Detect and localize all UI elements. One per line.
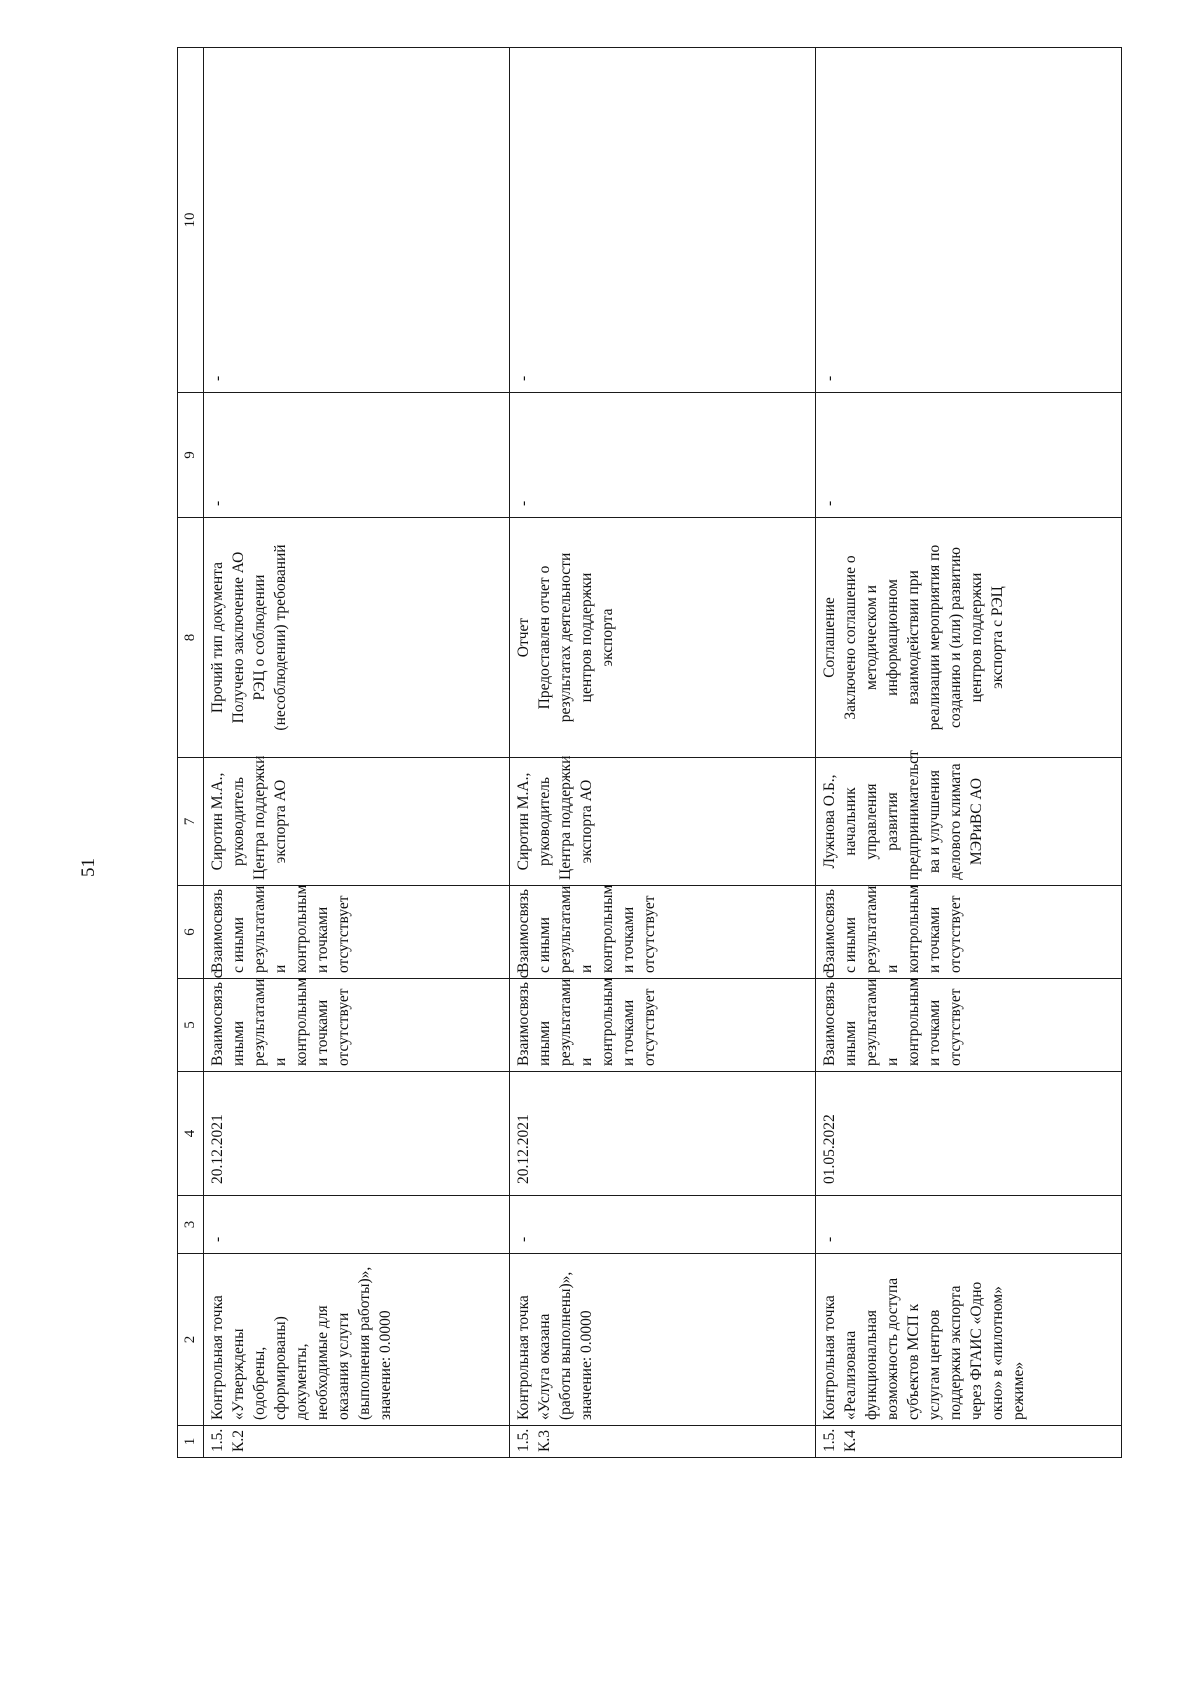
cell-line: результатами: [251, 978, 268, 1066]
cell-value: -: [209, 375, 226, 381]
cell-line: и точками: [926, 999, 943, 1066]
cell-line: Сиротин М.А.,: [515, 772, 532, 871]
cell-line: Контрольная точка: [209, 1295, 226, 1420]
cell-line: «Услуга оказана: [536, 1313, 553, 1420]
column-header-7: 7: [178, 758, 204, 886]
cell-line: отсутствует: [947, 895, 964, 973]
column-header-3: 3: [178, 1196, 204, 1254]
rotated-table-frame: [177, 48, 1122, 1458]
cell-line: экспорта АО: [578, 779, 595, 864]
cell-col-7: [204, 755, 510, 886]
cell-value: -: [821, 1236, 838, 1242]
cell-col-10: [510, 48, 816, 393]
cell-line: и: [272, 964, 289, 973]
cell-line: результатами: [557, 978, 574, 1066]
cell-line: центров поддержки: [578, 572, 595, 703]
cell-line: (работы выполнены)»,: [557, 1271, 574, 1420]
cell-col-8: [816, 518, 1122, 758]
cell-line: (несоблюдении) требований: [272, 544, 289, 731]
cell-col-6: [816, 886, 1122, 979]
cell-line: результатах деятельности: [557, 552, 574, 723]
cell-col-7: [816, 750, 1122, 886]
cell-line: и: [272, 1057, 289, 1066]
cell-line: результатами: [863, 978, 880, 1066]
cell-line: Центра поддержки: [251, 755, 268, 880]
cell-line: отсутствует: [335, 988, 352, 1066]
cell-line: услугам центров: [926, 1309, 943, 1420]
cell-line: Контрольная точка: [515, 1295, 532, 1420]
cell-value: 20.12.2021: [515, 1114, 532, 1184]
column-header-8: 8: [178, 518, 204, 758]
cell-value: -: [209, 1236, 226, 1242]
cell-value: 20.12.2021: [209, 1114, 226, 1184]
cell-line: Центра поддержки: [557, 755, 574, 880]
cell-line: контрольным: [599, 977, 616, 1066]
column-header-6: 6: [178, 886, 204, 979]
cell-line: К.4: [842, 1430, 859, 1452]
cell-line: через ФГАИС «Одно: [968, 1281, 985, 1420]
cell-line: начальник: [842, 787, 859, 856]
table-row: [204, 48, 510, 1458]
cell-value: -: [515, 375, 532, 381]
cell-line: отсутствует: [335, 895, 352, 973]
cell-line: взаимодействии при: [905, 570, 922, 705]
cell-line: и: [884, 1057, 901, 1066]
cell-line: предпринимательст: [905, 750, 922, 880]
cell-line: результатами: [557, 885, 574, 973]
cell-col-3: [204, 1196, 510, 1254]
cell-line: (выполнения работы)»,: [356, 1266, 373, 1420]
column-header-5: 5: [178, 979, 204, 1072]
cell-line: и: [578, 964, 595, 973]
column-header-4: 4: [178, 1072, 204, 1196]
cell-col-6: [510, 886, 816, 979]
cell-col-3: [816, 1196, 1122, 1254]
cell-line: центров поддержки: [968, 572, 985, 703]
cell-line: экспорта: [599, 608, 616, 667]
cell-col-10: [204, 48, 510, 393]
cell-line: Взаимосвязь: [515, 889, 532, 973]
cell-line: 1.5.: [515, 1428, 532, 1452]
cell-line: и точками: [926, 906, 943, 973]
cell-line: с иными: [536, 917, 553, 973]
cell-col-7: [510, 755, 816, 886]
cell-line: субъектов МСП к: [905, 1303, 922, 1420]
cell-line: Получено заключение АО: [230, 551, 247, 724]
cell-col-3: [510, 1196, 816, 1254]
cell-col-2: [204, 1254, 510, 1426]
cell-line: и точками: [620, 999, 637, 1066]
column-header-9: 9: [178, 393, 204, 518]
cell-line: экспорта АО: [272, 779, 289, 864]
cell-line: Соглашение: [821, 597, 838, 678]
cell-line: с иными: [230, 917, 247, 973]
cell-line: возможность доступа: [884, 1277, 901, 1420]
cell-col-2: [816, 1254, 1122, 1426]
cell-value: -: [515, 500, 532, 506]
cell-col-5: [510, 971, 816, 1072]
cell-line: созданию и (или) развитию: [947, 547, 964, 728]
cell-line: Взаимосвязь: [821, 889, 838, 973]
cell-line: с иными: [842, 917, 859, 973]
cell-line: 1.5.: [209, 1428, 226, 1452]
cell-line: Взаимосвязь с: [821, 971, 838, 1066]
cell-line: Лужнова О.Б.,: [821, 774, 838, 869]
cell-line: экспорта с РЭЦ: [989, 586, 1006, 689]
cell-line: управления: [863, 783, 880, 860]
cell-col-1: [816, 1426, 1122, 1458]
cell-line: иными: [230, 1020, 247, 1066]
cell-line: результатами: [251, 885, 268, 973]
cell-line: функциональная: [863, 1310, 880, 1420]
cell-line: 1.5.: [821, 1428, 838, 1452]
cell-value: -: [821, 500, 838, 506]
cell-line: контрольным: [293, 977, 310, 1066]
cell-line: иными: [842, 1020, 859, 1066]
cell-col-4: [204, 1072, 510, 1196]
control-points-table: [177, 47, 1122, 1458]
cell-col-10: [816, 48, 1122, 393]
cell-line: К.3: [536, 1430, 553, 1452]
cell-line: отсутствует: [947, 988, 964, 1066]
column-header-10: 10: [178, 48, 204, 393]
cell-col-1: [204, 1426, 510, 1458]
cell-line: сформированы): [272, 1316, 289, 1420]
cell-line: ва и улучшения: [926, 770, 943, 873]
cell-line: и точками: [620, 906, 637, 973]
cell-line: методическом и: [863, 585, 880, 690]
cell-line: окно» в «пилотном»: [989, 1286, 1006, 1420]
cell-line: Сиротин М.А.,: [209, 772, 226, 871]
cell-line: Взаимосвязь с: [209, 971, 226, 1066]
cell-col-5: [816, 971, 1122, 1072]
cell-line: «Реализована: [842, 1330, 859, 1420]
cell-col-9: [510, 393, 816, 518]
cell-line: контрольным: [599, 884, 616, 973]
cell-line: К.2: [230, 1430, 247, 1452]
cell-col-5: [204, 971, 510, 1072]
cell-col-6: [204, 886, 510, 979]
table-row: [510, 48, 816, 1458]
header-row: [178, 48, 204, 1458]
cell-value: -: [209, 500, 226, 506]
cell-line: иными: [536, 1020, 553, 1066]
cell-line: РЭЦ о соблюдении: [251, 574, 268, 701]
cell-value: -: [515, 1236, 532, 1242]
cell-line: информационном: [884, 579, 901, 696]
cell-line: контрольным: [905, 884, 922, 973]
cell-line: реализации мероприятия по: [926, 544, 943, 731]
cell-line: «Утверждены: [230, 1328, 247, 1420]
cell-line: Прочий тип документа: [209, 561, 226, 714]
cell-line: развития: [884, 792, 901, 851]
cell-col-8: [204, 518, 510, 758]
cell-line: Заключено соглашение о: [842, 555, 859, 720]
column-header-2: 2: [178, 1254, 204, 1426]
cell-line: руководитель: [230, 777, 247, 866]
cell-line: руководитель: [536, 777, 553, 866]
cell-line: результатами: [863, 885, 880, 973]
cell-line: значение: 0.0000: [377, 1310, 394, 1420]
table-row: [816, 48, 1122, 1458]
cell-line: и: [884, 964, 901, 973]
cell-line: необходимые для: [314, 1305, 331, 1420]
cell-line: делового климата: [947, 763, 964, 880]
cell-value: -: [821, 375, 838, 381]
cell-line: режиме»: [1010, 1361, 1027, 1420]
cell-line: Предоставлен отчет о: [536, 565, 553, 710]
cell-line: и: [578, 1057, 595, 1066]
cell-line: Взаимосвязь: [209, 889, 226, 973]
column-header-1: 1: [178, 1426, 204, 1458]
cell-col-9: [204, 393, 510, 518]
cell-line: МЭРиВС АО: [968, 777, 985, 866]
cell-col-4: [816, 1072, 1122, 1196]
cell-col-8: [510, 518, 816, 758]
cell-line: отсутствует: [641, 988, 658, 1066]
cell-line: Взаимосвязь с: [515, 971, 532, 1066]
cell-col-9: [816, 393, 1122, 518]
page-number: 51: [78, 858, 99, 877]
cell-col-4: [510, 1072, 816, 1196]
cell-line: Контрольная точка: [821, 1295, 838, 1420]
cell-line: контрольным: [905, 977, 922, 1066]
cell-col-2: [510, 1254, 816, 1426]
cell-line: (одобрены,: [251, 1346, 268, 1420]
cell-line: значение: 0.0000: [578, 1310, 595, 1420]
cell-line: оказания услуги: [335, 1312, 352, 1420]
cell-line: поддержки экспорта: [947, 1285, 964, 1420]
cell-line: Отчет: [515, 617, 532, 658]
cell-value: 01.05.2022: [821, 1114, 838, 1184]
cell-line: отсутствует: [641, 895, 658, 973]
cell-line: и точками: [314, 999, 331, 1066]
cell-line: контрольным: [293, 884, 310, 973]
cell-line: документы,: [293, 1343, 310, 1420]
cell-col-1: [510, 1426, 816, 1458]
cell-line: и точками: [314, 906, 331, 973]
